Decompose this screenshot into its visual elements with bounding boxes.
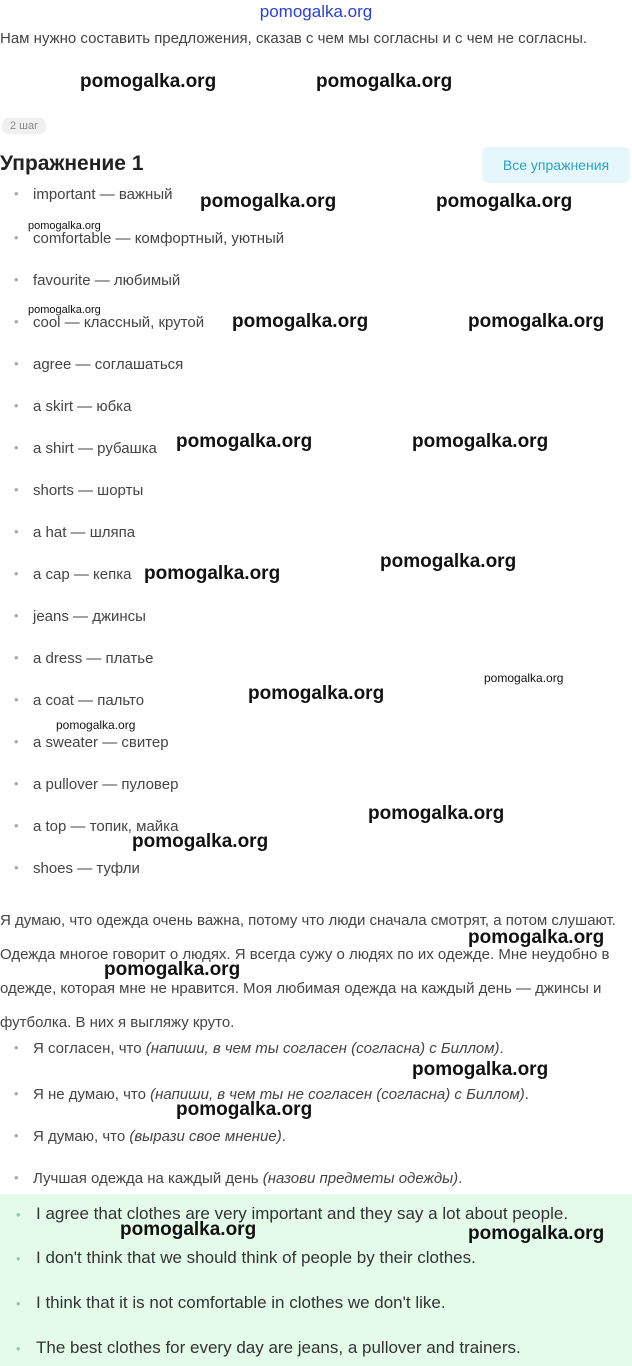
task-hint: (напиши, в чем ты не согласен (согласна) с Биллом) — [150, 1086, 525, 1103]
task-hint: (напиши, в чем ты согласен (согласна) с Биллом) — [145, 1040, 500, 1057]
watermark: pomogalka.org — [104, 959, 241, 980]
watermark: pomogalka.org — [368, 803, 505, 824]
watermark: pomogalka.org — [412, 1059, 549, 1080]
watermark: pomogalka.org — [144, 563, 281, 584]
task-hint: (вырази свое мнение) — [129, 1128, 282, 1145]
watermark: pomogalka.org — [468, 927, 605, 948]
watermark: pomogalka.org — [316, 71, 453, 92]
watermark: pomogalka.org — [56, 718, 136, 732]
watermark: pomogalka.org — [468, 1223, 605, 1244]
task-hint: (назови предметы одежды) — [262, 1170, 459, 1187]
watermark: pomogalka.org — [80, 71, 217, 92]
watermark: pomogalka.org — [28, 304, 101, 316]
watermark: pomogalka.org — [200, 191, 337, 212]
watermark: pomogalka.org — [232, 311, 369, 332]
vocab-list: important — важный comfortable — комфортный, уютный favourite — любимый cool — классный, крутой agree — соглашаться a skirt — юбка a shirt — рубашка shorts — шорты a hat — шляпа a cap — кепка jeans — джинсы a dress — платье a coat — пальто a sweater — свитер a pullover — пуловер a top — топик, майка shoes — туфли — [33, 186, 285, 877]
intro-text: Нам нужно составить предложения, сказав с чем мы согласны и с чем не согласны. — [0, 30, 588, 47]
watermark: pomogalka.org — [380, 551, 517, 572]
opinion-paragraph: Я думаю, что одежда очень важна, потому что люди сначала смотрят, а потом слушают. Одежда многое говорит о людях. Я всегда сужу о людях по их одежде. Мне неудобно в одежде, которая мне не нравится. Моя любимая одежда на каждый день — джинсы и футболка. В них я выгляжу круто. — [0, 912, 616, 1031]
all-exercises-button[interactable]: Все упражнения — [482, 147, 630, 183]
watermark: pomogalka.org — [120, 1219, 257, 1240]
site-header-watermark: pomogalka.org — [259, 2, 373, 21]
watermark: pomogalka.org — [176, 431, 313, 452]
watermark: pomogalka.org — [176, 1099, 313, 1120]
watermark: pomogalka.org — [484, 671, 564, 685]
watermark: pomogalka.org — [248, 683, 385, 704]
watermark: pomogalka.org — [436, 191, 573, 212]
watermark: pomogalka.org — [28, 220, 101, 232]
watermark: pomogalka.org — [132, 831, 269, 852]
step-badge: 2 шаг — [2, 118, 46, 134]
watermark: pomogalka.org — [468, 311, 605, 332]
watermark: pomogalka.org — [412, 431, 549, 452]
exercise-title: Упражнение 1 — [0, 152, 144, 175]
answer-box: I agree that clothes are very important and they say a lot about people. I don't think that we should think of people by their clothes. I think that it is not comfortable in clothes we don't like. The best clothes for every day are jeans, a pullover and trainers. — [0, 1194, 632, 1366]
